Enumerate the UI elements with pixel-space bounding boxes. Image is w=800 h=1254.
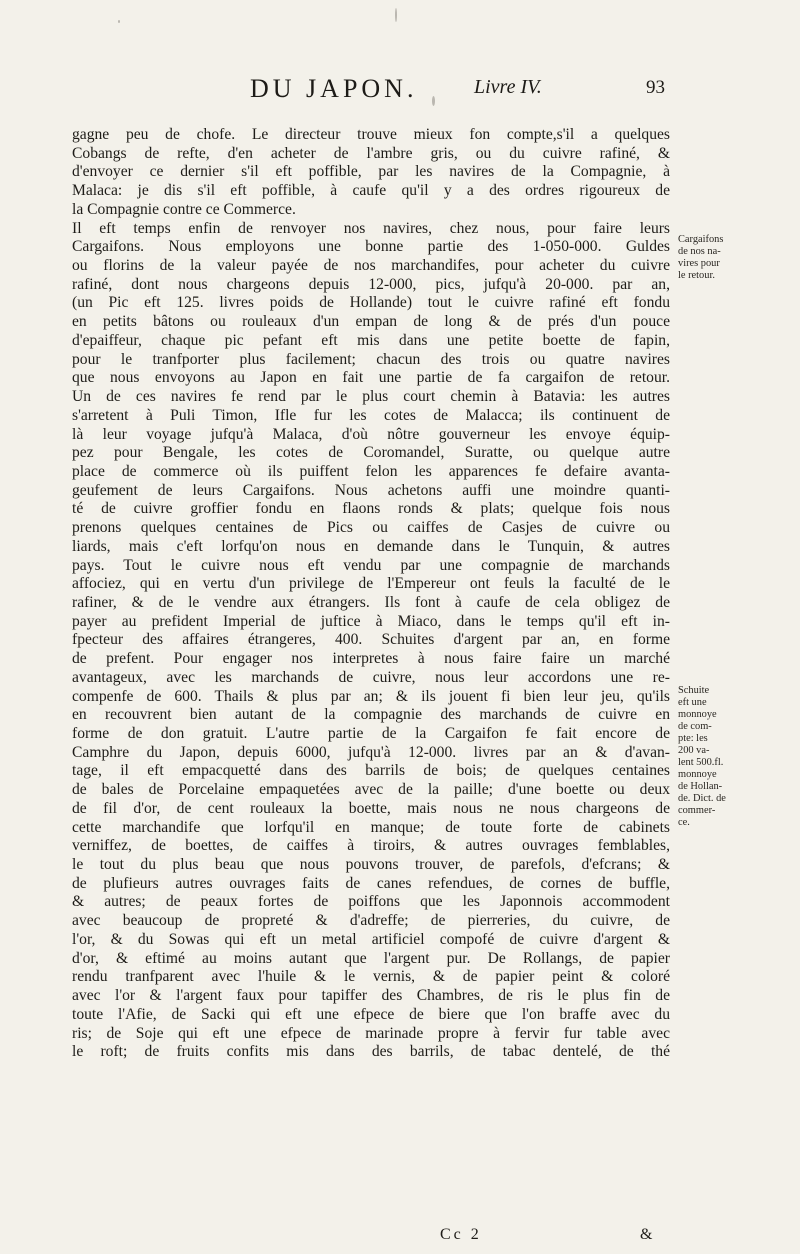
text-line: le roft; de fruits confits mis dans des barrils, de tabac dentelé, de thé	[72, 1043, 670, 1061]
margin-note-line: monnoye	[678, 769, 717, 780]
text-line: & autres; de peaux fortes de poiffons que les Japonnois accommodent	[72, 893, 670, 911]
text-line: avec l'or & l'argent faux pour tapiffer des Chambres, de ris le plus fin de	[72, 987, 670, 1005]
text-line: verniffez, de boettes, de caiffes à tiroirs, & autres ouvrages femblables,	[72, 837, 670, 855]
margin-note-line: 200 va-	[678, 745, 710, 756]
text-line: pays. Tout le cuivre nous eft vendu par une compagnie de marchands	[72, 556, 670, 574]
text-line: cette marchandife que lorfqu'il en manque; de toute forte de cabinets	[72, 818, 670, 836]
ink-speck	[395, 8, 397, 22]
text-line: d'epaiffeur, chaque pic pefant eft mis dans une petite boette de fapin,	[72, 331, 670, 349]
text-line: rafiné, dont nous chargeons depuis 12-000, pics, jufqu'à 20-000. par an,	[72, 275, 670, 293]
margin-note-line: lent 500.fl.	[678, 757, 724, 768]
text-line: Malaca: je dis s'il eft poffible, à caufe qu'il y a des ordres rigoureux de	[72, 182, 670, 200]
text-line: prenons quelques centaines de Pics ou caiffes de Casjes de cuivre ou	[72, 519, 670, 537]
text-line: Cobangs de refte, d'en acheter de l'ambre gris, ou du cuivre rafiné, &	[72, 144, 670, 162]
text-line: le tout du plus beau que nous pouvons trouver, de parefols, d'efcrans; &	[72, 856, 670, 874]
margin-note-line: de. Dict. de	[678, 793, 726, 804]
text-line: de fil d'or, de cent rouleaux la boette, mais nous ne nous chargeons de	[72, 799, 670, 817]
text-line: avec beaucoup de propreté & d'adreffe; de pierreries, du cuivre, de	[72, 912, 670, 930]
text-line: Camphre du Japon, depuis 6000, jufqu'à 12-000. livres par an & d'avan-	[72, 743, 670, 761]
text-line: que nous envoyons au Japon en fait une partie de fa cargaifon de retour.	[72, 369, 670, 387]
text-line: de plufieurs autres ouvrages faits de canes refendues, de cornes de buffle,	[72, 874, 670, 892]
running-header	[0, 74, 800, 108]
margin-note-line: pte: les	[678, 733, 708, 744]
page-footer	[0, 1226, 800, 1246]
text-line: Un de ces navires fe rend par le plus court chemin à Batavia: les autres	[72, 388, 670, 406]
text-line: ris; de Soje qui eft une efpece de marinade propre à fervir fur table avec	[72, 1024, 670, 1042]
text-line: forme de don gratuit. L'autre partie de la Cargaifon fe fait encore de	[72, 725, 670, 742]
text-line: tage, il eft empacquetté dans des barrils de bois; de quelques centaines	[72, 762, 670, 780]
text-line: té de cuivre groffier fondu en flaons ronds & plats; quelque fois nous	[72, 500, 670, 518]
ink-speck	[432, 96, 435, 106]
margin-note-line: vires pour	[678, 258, 720, 269]
text-line: de bales de Porcelaine empaquetées avec de la paille; d'une boette ou deux	[72, 781, 670, 799]
text-line: rendu tranfparent avec l'huile & le vernis, & de papier peint & coloré	[72, 968, 670, 986]
text-line: pez pour Bengale, les cotes de Coromandel, Suratte, ou quelque autre	[72, 444, 670, 462]
text-line: liards, mais c'eft lorfqu'on nous en demande dans le Tunquin, & autres	[72, 537, 670, 555]
text-line: avantageux, avec les marchands de cuivre, nous leur accordons une re-	[72, 668, 670, 686]
signature-mark: Cc 2	[440, 1226, 482, 1243]
text-line: fpecteur des affaires étrangeres, 400. Schuites d'argent par an, en forme	[72, 631, 670, 649]
margin-note-line: monnoye	[678, 709, 717, 720]
text-line: en recouvrent bien autant de la compagnie des marchands de cuivre en	[72, 706, 670, 724]
text-line: là leur voyage jufqu'à Malaca, d'où nôtre gouverneur les envoye équip-	[72, 425, 670, 443]
catchword: &	[640, 1226, 653, 1243]
text-line: d'envoyer ce dernier s'il eft poffible, par les navires de la Compagnie, à	[72, 163, 670, 181]
margin-note-line: le retour.	[678, 270, 715, 281]
text-line: d'or, & eftimé au moins autant que l'argent pur. De Rollangs, de papier	[72, 949, 670, 967]
ink-speck	[118, 20, 120, 23]
text-line: de prefent. Pour engager nos interpretes à nous faire faire un marché	[72, 650, 670, 668]
text-line: ou florins de la valeur payée de nos marchandifes, pour acheter du cuivre	[72, 257, 670, 275]
text-line: affociez, qui en vertu d'un privilege de l'Empereur ont feuls la faculté de le	[72, 575, 670, 593]
text-line: gagne peu de chofe. Le directeur trouve mieux fon compte,s'il a quelques	[72, 126, 670, 143]
margin-note-schuite	[678, 685, 744, 829]
text-line: en petits bâtons ou rouleaux d'un empan de long & de prés d'un pouce	[72, 313, 670, 331]
text-line: Il eft temps enfin de renvoyer nos navires, chez nous, pour faire leurs	[72, 219, 670, 237]
margin-note-line: Schuite	[678, 685, 710, 696]
text-line: compenfe de 600. Thails & plus par an; & ils jouent fi bien leur jeu, qu'ils	[72, 687, 670, 705]
page-number: 93	[646, 77, 665, 98]
text-line: s'arretent à Puli Timon, Ifle fur les cotes de Malacca; ils continuent de	[72, 406, 670, 424]
text-line: la Compagnie contre ce Commerce.	[72, 200, 296, 218]
text-line: (un Pic eft 125. livres poids de Hollande) tout le cuivre rafiné eft fondu	[72, 294, 670, 312]
text-line: toute l'Afie, de Sacki qui eft une efpece de biere que l'on braffe avec du	[72, 1005, 670, 1023]
margin-note-cargaisons	[678, 234, 744, 282]
margin-note-line: de com-	[678, 721, 712, 732]
margin-note-line: eft une	[678, 697, 707, 708]
margin-note-line: ce.	[678, 817, 690, 828]
text-line: payer au prefident Imperial de juftice à Miaco, dans le temps qu'il eft in-	[72, 612, 670, 630]
text-line: geufement de leurs Cargaifons. Nous achetons auffi une moindre quanti-	[72, 481, 670, 499]
margin-note-line: Cargaifons	[678, 234, 724, 245]
text-line: rafiner, & de le vendre aux étrangers. Ils font à caufe de cela obligez de	[72, 593, 670, 611]
text-line: place de commerce où ils puiffent felon les apparences fe defaire avanta-	[72, 462, 670, 480]
text-line: Cargaifons. Nous employons une bonne partie des 1-050-000. Guldes	[72, 238, 670, 256]
margin-note-line: commer-	[678, 805, 716, 816]
book-reference: Livre IV.	[474, 76, 542, 98]
text-line: pour le tranfporter plus facilement; chacun des trois ou quatre navires	[72, 350, 670, 368]
margin-note-line: de nos na-	[678, 246, 721, 257]
margin-note-line: de Hollan-	[678, 781, 723, 792]
body-text	[72, 126, 670, 1062]
text-line: l'or, & du Sowas qui eft un metal artificiel compofé de cuivre d'argent &	[72, 930, 670, 948]
running-title: DU JAPON.	[250, 74, 418, 103]
